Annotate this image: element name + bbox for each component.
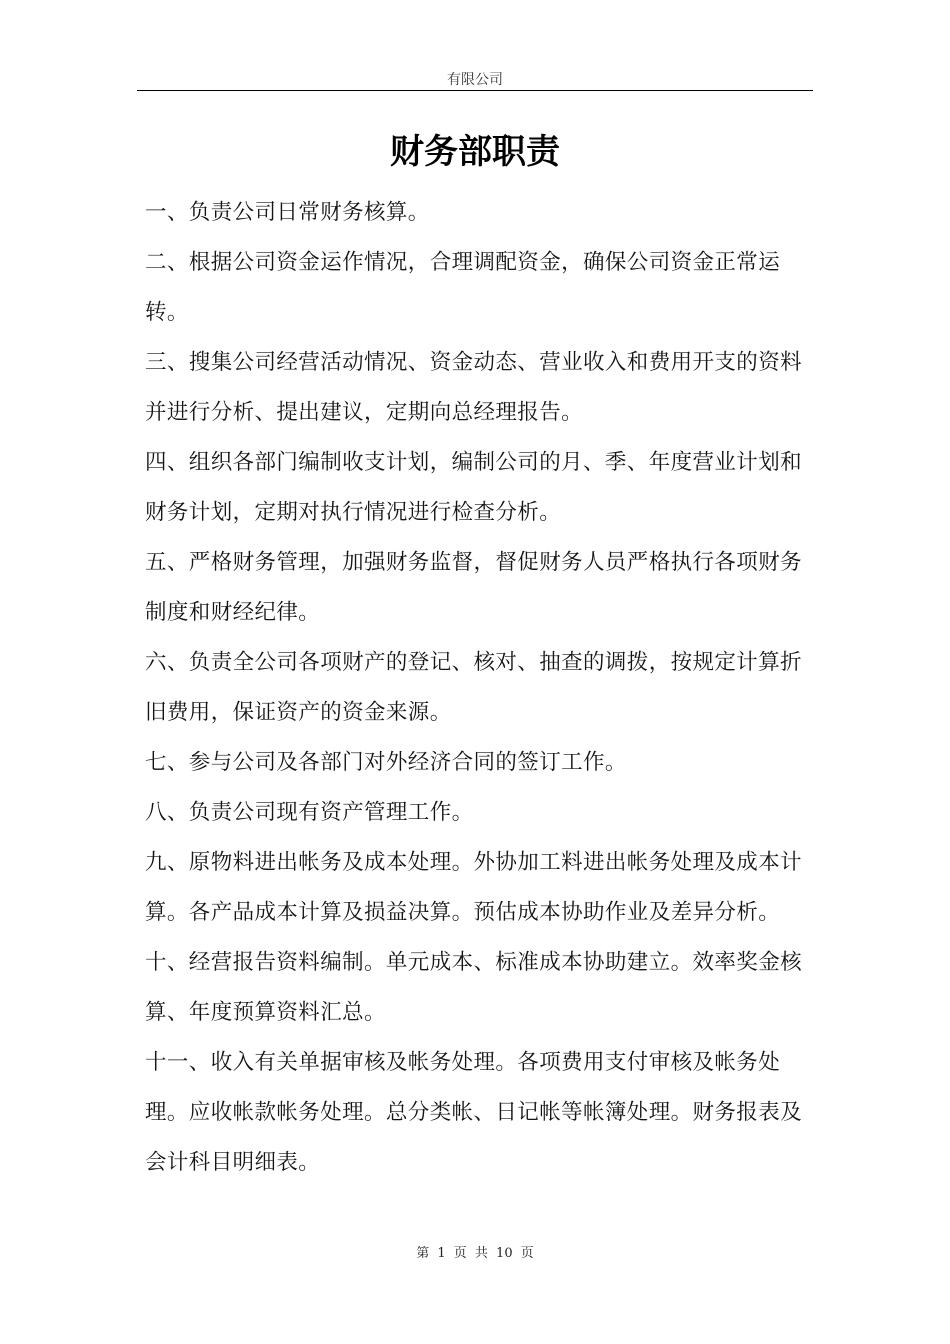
duty-item-5: 五、严格财务管理，加强财务监督，督促财务人员严格执行各项财务制度和财经纪律。 [145,550,803,625]
duty-item-8: 八、负责公司现有资产管理工作。 [145,800,474,825]
duty-item-11: 十一、收入有关单据审核及帐务处理。各项费用支付审核及帐务处理。应收帐款帐务处理。总分类帐、日记帐等帐簿处理。财务报表及会计科目明细表。 [145,1050,803,1175]
duty-item-10: 十、经营报告资料编制。单元成本、标准成本协助建立。效率奖金核算、年度预算资料汇总。 [145,950,803,1025]
page-number-footer: 第 1 页 共 10 页 [416,1246,534,1261]
duty-item-9: 九、原物料进出帐务及成本处理。外协加工料进出帐务处理及成本计算。各产品成本计算及损益决算。预估成本协助作业及差异分析。 [145,850,803,925]
duty-item-4: 四、组织各部门编制收支计划，编制公司的月、季、年度营业计划和财务计划，定期对执行情况进行检查分析。 [145,450,803,525]
duty-item-2: 二、根据公司资金运作情况，合理调配资金，确保公司资金正常运转。 [145,250,781,325]
document-body [145,188,813,1188]
duty-item-6: 六、负责全公司各项财产的登记、核对、抽查的调拨，按规定计算折旧费用，保证资产的资金来源。 [145,650,803,725]
document-title: 财务部职责 [390,132,560,172]
duty-item-3: 三、搜集公司经营活动情况、资金动态、营业收入和费用开支的资料并进行分析、提出建议，定期向总经理报告。 [145,350,803,425]
page-header-company: 有限公司 [447,72,503,88]
header-divider [137,90,813,91]
duty-item-1: 一、负责公司日常财务核算。 [145,200,430,225]
duty-item-7: 七、参与公司及各部门对外经济合同的签订工作。 [145,750,627,775]
